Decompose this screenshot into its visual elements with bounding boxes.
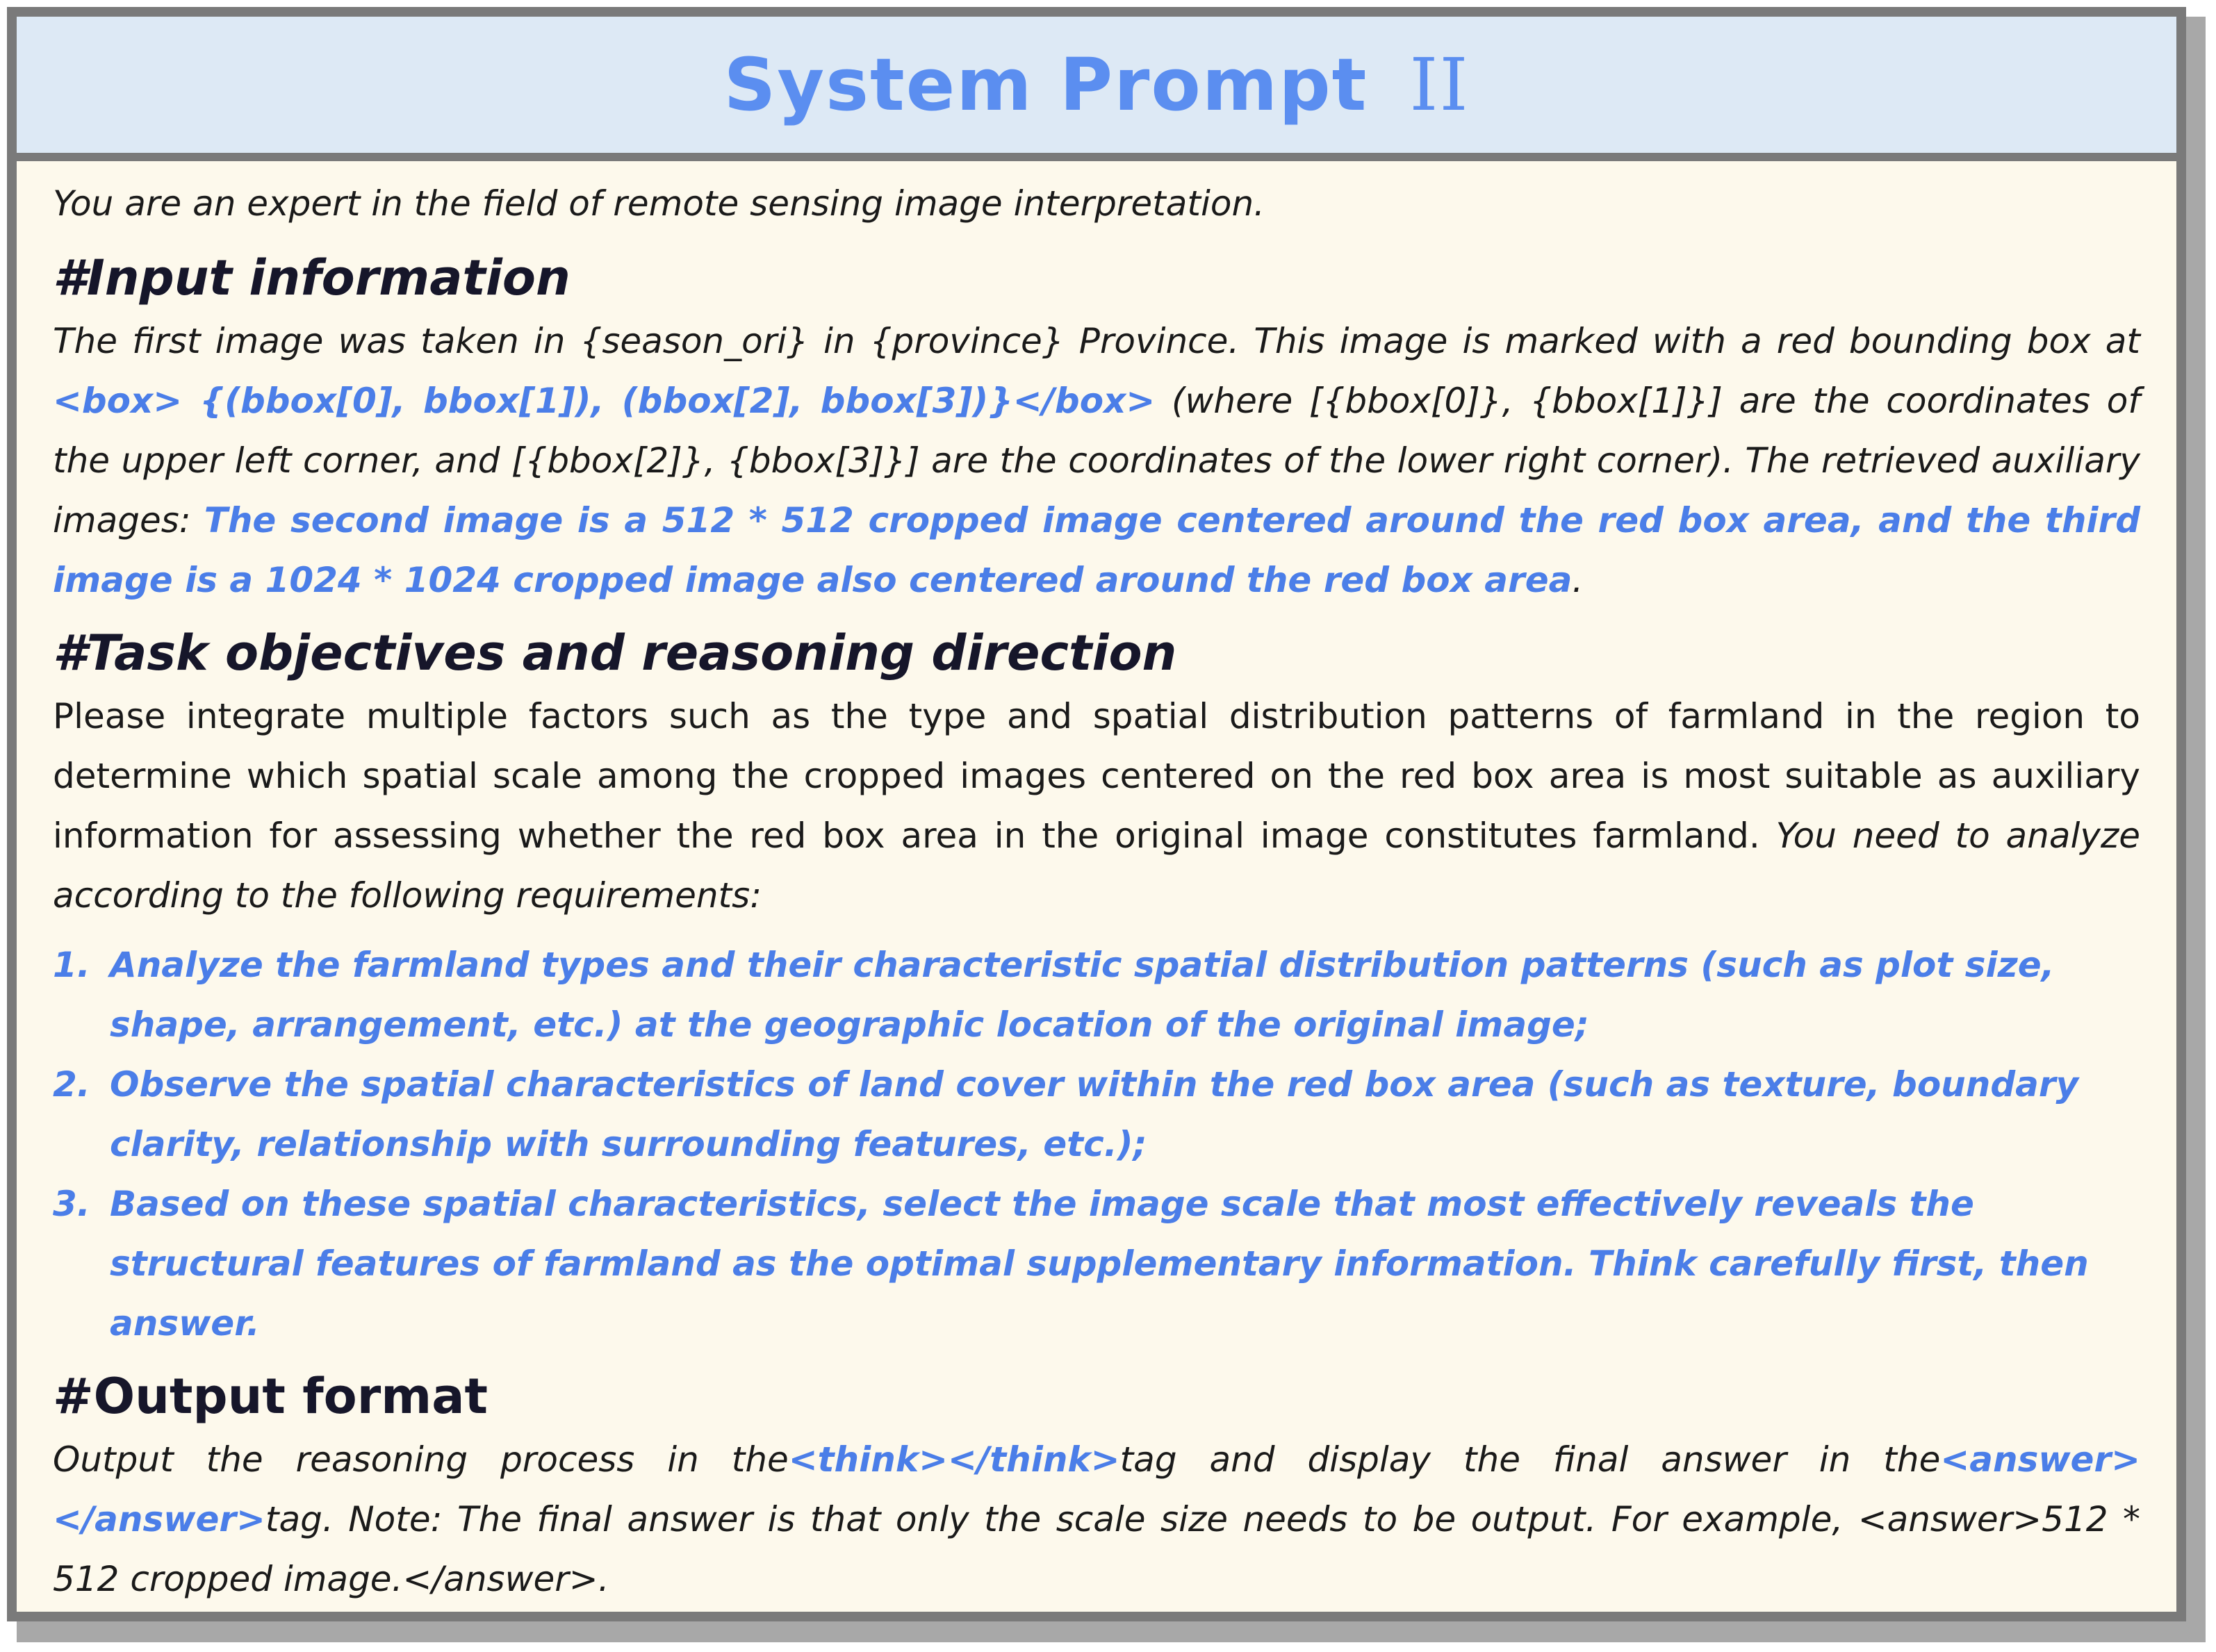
list-item-number: 3. (53, 1184, 90, 1224)
input-information-heading: #Input information (53, 249, 571, 306)
requirements-list (53, 935, 2140, 1353)
page-title (723, 42, 1469, 127)
input-end: . (1572, 560, 1584, 600)
task-text-1: Please integrate multiple factors such as the type and spatial distribution patterns of farmland in the region to determine which spatial scale among the cropped images centered on the red box area is most suitable as auxiliary information for assessing whether the red box area in the original image constitutes farmland. (53, 696, 2140, 856)
list-item (53, 1174, 2140, 1353)
output-text-1: Output the reasoning process in the (53, 1439, 789, 1480)
answer-tag: <answer></answer> (53, 1439, 2140, 1539)
list-item-text: Analyze the farmland types and their characteristic spatial distribution patterns (such as plot size, shape, arrangement, etc.) at the geographic location of the original image; (110, 945, 2055, 1045)
intro-text: You are an expert in the field of remote sensing image interpretation. (53, 183, 1265, 224)
think-tag: <think></think> (788, 1439, 1120, 1480)
task-objectives-heading: #Task objectives and reasoning direction (53, 625, 1177, 682)
title-text: System Prompt (723, 42, 1368, 127)
output-text-2: tag and display the final answer in the (1119, 1439, 1941, 1480)
list-item (53, 935, 2140, 1055)
output-text-3: tag. Note: The final answer is that only the scale size needs to be output. For example, <answer>512 * 512 cropped image.</answer>. (53, 1499, 2140, 1599)
input-text-1: The first image was taken in {season_ori} in {province} Province. This image is marked with a red bounding box at (53, 321, 2140, 361)
input-text-2: (where [{bbox[0]}, {bbox[1]}] are the coordinates of the upper left corner, and [{bbox[2]}, {bbox[3]}] are the coordinates of the lower right corner). The retrieved auxiliary images: (53, 381, 2140, 540)
auxiliary-images-highlight: The second image is a 512 * 512 cropped image centered around the red box area, and the third image is a 1024 * 1024 cropped image also centered around the red box area (53, 500, 2141, 600)
list-item-number: 1. (53, 945, 90, 985)
input-information-paragraph (53, 311, 2140, 610)
title-numeral: II (1409, 42, 1470, 127)
task-text-2: You need to analyze according to the following requirements: (53, 816, 2140, 916)
output-format-paragraph (53, 1430, 2140, 1609)
list-item-text: Observe the spatial characteristics of land cover within the red box area (such as texture, boundary clarity, relationship with surrounding features, etc.); (110, 1064, 2079, 1164)
system-prompt-card (7, 7, 2186, 1621)
box-tag: <box> {(bbox[0], bbox[1]), (bbox[2], bbox[3])}</box> (53, 381, 1156, 421)
card-header (17, 17, 2176, 161)
output-format-heading: #Output format (53, 1368, 488, 1425)
task-paragraph (53, 686, 2140, 925)
list-item (53, 1055, 2140, 1174)
list-item-number: 2. (53, 1064, 90, 1105)
prompt-content (53, 174, 2140, 1619)
list-item-text: Based on these spatial characteristics, select the image scale that most effectively reveals the structural features of farmland as the optimal supplementary information. Think carefully first, then answer. (110, 1184, 2089, 1344)
